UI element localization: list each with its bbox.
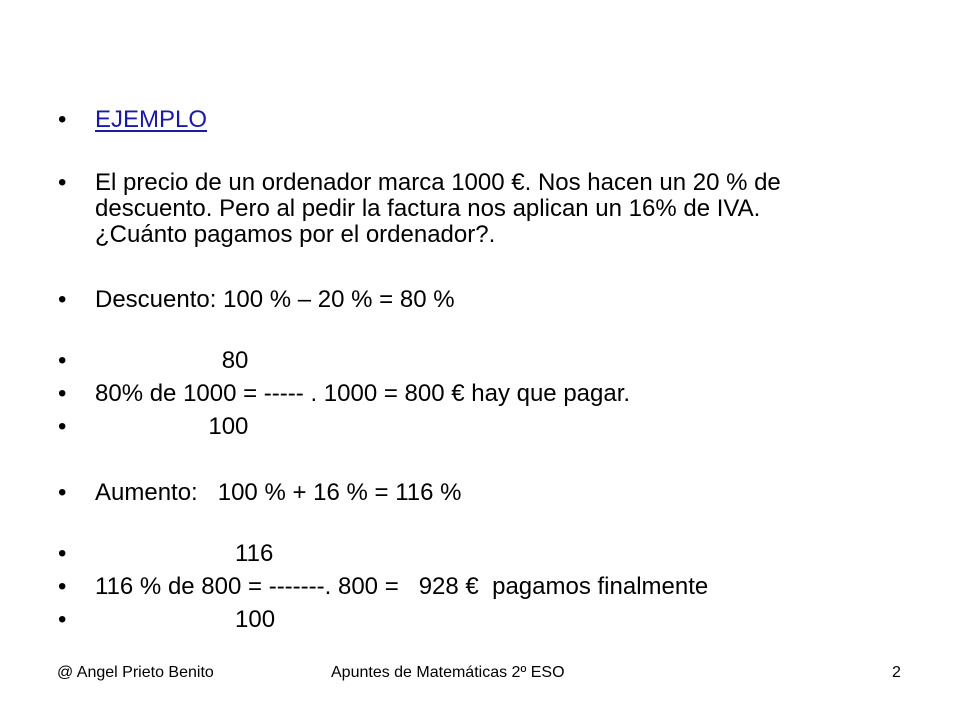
bullet-dot: • [58,573,67,600]
fraction-numerator-116: 116 [95,540,274,567]
bullet-dot: • [58,286,67,313]
problem-line-1: El precio de un ordenador marca 1000 €. Nos hacen un 20 % de [95,169,781,196]
ejemplo-link[interactable]: EJEMPLO [95,106,208,133]
fraction-numerator-80: 80 [95,347,249,374]
bullet-dot: • [58,380,67,407]
increase-calculation: 116 % de 800 = -------. 800 = 928 € pagamos finalmente [95,573,709,600]
bullet-dot: • [58,479,67,506]
bullet-dot: • [58,347,67,374]
footer-course: Apuntes de Matemáticas 2º ESO [331,664,565,681]
bullet-dot: • [58,606,67,633]
bullet-dot: • [58,413,67,440]
discount-calculation: 80% de 1000 = ----- . 1000 = 800 € hay que pagar. [95,380,631,407]
fraction-denominator-100: 100 [95,606,276,633]
footer-page-number: 2 [892,664,901,681]
problem-line-2: descuento. Pero al pedir la factura nos aplican un 16% de IVA. [95,195,761,222]
aumento-text: Aumento: 100 % + 16 % = 116 % [95,479,462,506]
fraction-denominator-100: 100 [95,413,249,440]
bullet-dot: • [58,106,67,133]
problem-line-3: ¿Cuánto pagamos por el ordenador?. [95,221,496,248]
bullet-dot: • [58,540,67,567]
descuento-text: Descuento: 100 % – 20 % = 80 % [95,286,455,313]
footer-author: @ Angel Prieto Benito [57,664,214,681]
bullet-dot: • [58,169,67,196]
